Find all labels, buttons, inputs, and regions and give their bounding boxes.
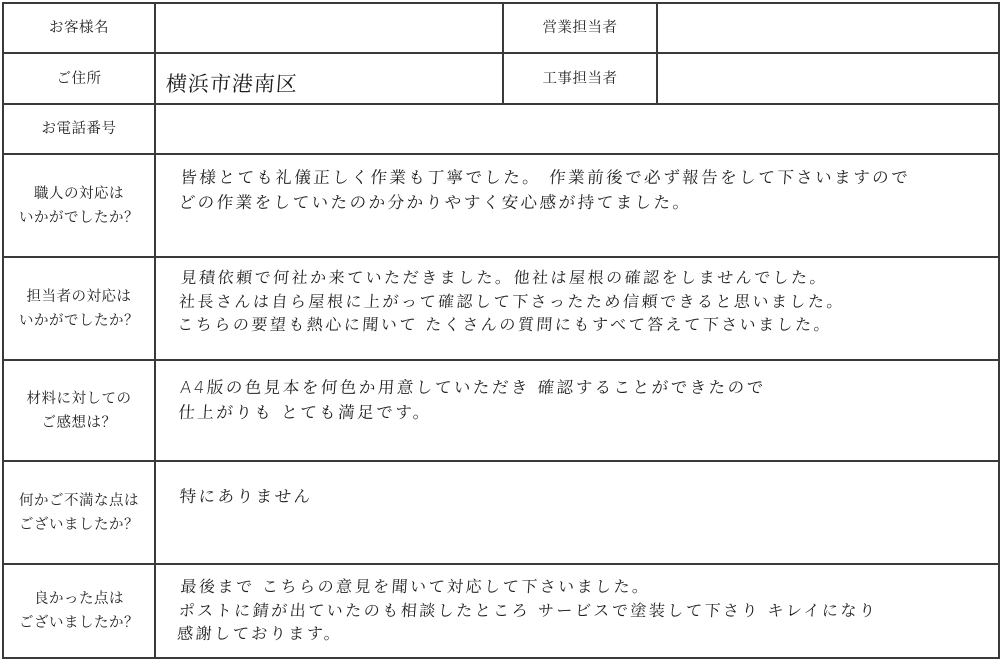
question-label-line: 何かご不満な点は	[19, 492, 139, 509]
question-label-line: いかがでしたか？	[19, 312, 139, 329]
answer-line: 感謝しております。	[176, 624, 344, 643]
handwritten-answer	[153, 462, 998, 509]
construction-rep-label: 工事担当者	[503, 53, 657, 104]
question-label-materials	[3, 360, 155, 461]
address-cell	[155, 53, 503, 104]
question-label-line: 材料に対しての	[26, 390, 132, 407]
sales-rep-label: 営業担当者	[503, 3, 657, 53]
handwritten-answer	[151, 258, 998, 337]
question-label-line: いかがでしたか？	[19, 209, 139, 226]
question-label-staff	[3, 257, 155, 360]
question-label-line: 良かった点は	[34, 591, 124, 607]
row-good-points	[3, 564, 999, 658]
answer-line: こちらの要望も熱心に聞いて たくさんの質問にもすべて答えて下さいました。	[176, 315, 833, 334]
customer-name-label: お客様名	[3, 3, 155, 53]
handwritten-answer	[152, 155, 998, 215]
answer-cell-craftsman	[155, 154, 999, 257]
row-customer-name	[3, 3, 999, 53]
row-phone	[3, 104, 999, 154]
answer-cell-good-points	[155, 564, 999, 658]
customer-name-value	[155, 3, 503, 53]
customer-survey-table	[2, 2, 1000, 659]
row-address	[3, 53, 999, 104]
question-label-good-points	[3, 564, 155, 658]
row-staff-response	[3, 257, 999, 360]
answer-line: 社長さんは自ら屋根に上がって確認して下さったため信頼できると思いました。	[178, 291, 846, 311]
answer-line: 最後まで こちらの意見を聞いて対応して下さいました。	[179, 577, 652, 596]
question-label-line: ございましたか？	[19, 516, 139, 533]
construction-rep-value	[657, 53, 999, 104]
answer-line: 特にありません	[178, 487, 314, 506]
row-craftsman-response	[3, 154, 999, 257]
answer-line: どの作業をしていたのか分かりやすく安心感が持てました。	[178, 193, 693, 212]
handwritten-answer	[150, 565, 998, 646]
answer-line: 見積依頼で何社か来ていただきました。他社は屋根の確認をしませんでした。	[179, 268, 829, 287]
phone-value	[155, 104, 999, 154]
answer-cell-materials	[155, 360, 999, 461]
answer-cell-dissatisfaction	[155, 461, 999, 564]
address-value: 横浜市港南区	[165, 72, 299, 96]
answer-line: 皆様とても礼儀正しく作業も丁寧でした。 作業前後で必ず報告をして下さいますので	[179, 168, 911, 187]
handwritten-answer	[152, 361, 998, 425]
question-label-line: 担当者の対応は	[26, 288, 132, 305]
question-label-line: ご感想は？	[41, 414, 117, 431]
answer-line: ポストに錆が出ていたのも相談したところ サービスで塗装して下さり キレイになり	[178, 600, 879, 620]
row-materials-impression	[3, 360, 999, 461]
phone-label: お電話番号	[3, 104, 155, 154]
question-label-craftsman	[3, 154, 155, 257]
question-label-dissatisfaction	[3, 461, 155, 564]
row-dissatisfaction	[3, 461, 999, 564]
answer-line: A4版の色見本を何色か用意していただき 確認することができたので	[179, 378, 767, 397]
sales-rep-value	[657, 3, 999, 53]
question-label-line: ございましたか？	[19, 615, 139, 631]
address-label: ご住所	[3, 53, 155, 104]
answer-cell-staff	[155, 257, 999, 360]
answer-line: 仕上がりも とても満足です。	[177, 403, 433, 422]
question-label-line: 職人の対応は	[34, 185, 124, 202]
